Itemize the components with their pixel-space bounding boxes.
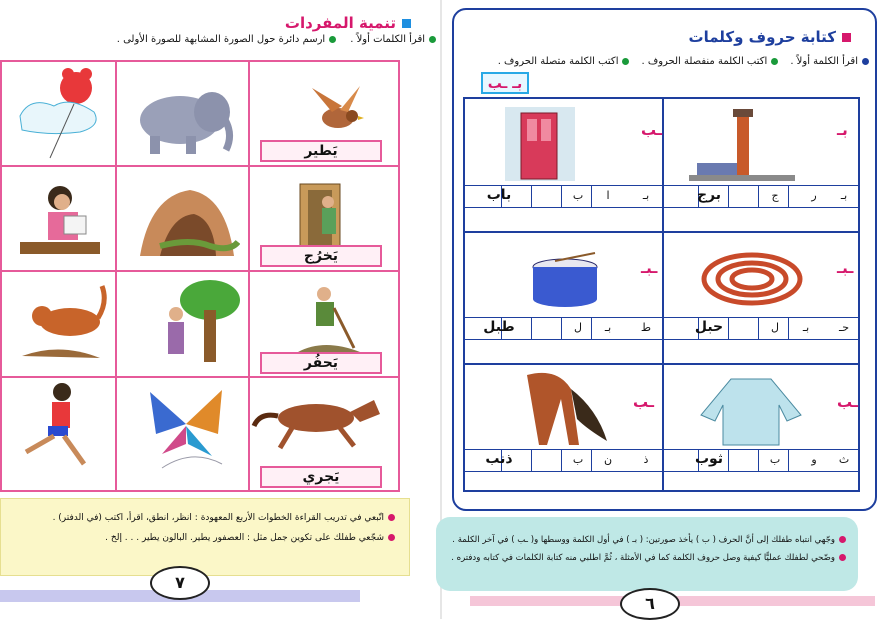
tower-picture [687, 107, 797, 183]
grid-line [758, 185, 759, 207]
man-exiting-door-picture [294, 180, 364, 255]
right-note-2-text: وضّحي لطفلك عمليًّا كيفية وصل حروف الكلمة كما في الأمثلة ، ثُمَّ اطلبي منه كتابة الكلمات في كتابه ودفتره . [451, 553, 835, 563]
letter-cell: ث [838, 453, 850, 466]
balloon-picture [10, 66, 110, 161]
page-number-left: ٧ [150, 566, 210, 600]
elephant-picture [130, 78, 240, 158]
man-digging-picture [294, 282, 364, 357]
left-page-title [211, 14, 411, 32]
word-yahfur: يَحفُر [260, 352, 382, 374]
word-thawb: ثوب [694, 451, 724, 467]
word-bab: باب [486, 187, 512, 203]
right-instructions [479, 56, 869, 67]
left-note-line-1 [53, 513, 395, 523]
letter-cell: بـ [642, 189, 650, 202]
grid-line [561, 317, 562, 339]
left-instruction-2 [117, 34, 336, 45]
word-dhanab: ذنب [485, 451, 513, 467]
grid-line [758, 317, 759, 339]
grid-line [465, 363, 858, 365]
letter-form-6: ـب [633, 393, 655, 411]
grid-line [465, 339, 858, 340]
right-instruction-1-text: اقرأ الكلمة أولاً . [790, 56, 858, 67]
pink-square-icon [842, 33, 851, 42]
right-instruction-2-text: اكتب الكلمة منفصلة الحروف . [641, 56, 768, 67]
left-instruction-1 [350, 34, 436, 45]
word-yatir: يَطير [260, 140, 382, 162]
grid-line [531, 449, 532, 471]
left-note-line-2 [105, 533, 395, 543]
letter-cell: ب [572, 453, 584, 466]
blue-square-icon [402, 19, 411, 28]
bullet-icon [388, 534, 395, 541]
grid-line [465, 471, 858, 472]
grid-line [662, 99, 664, 490]
letter-cell: ذ [643, 453, 649, 466]
bullet-icon [388, 514, 395, 521]
word-tabl: طبل [483, 319, 515, 335]
grid-line [465, 231, 858, 233]
rope-picture [697, 247, 807, 311]
letter-cell: ن [603, 453, 613, 466]
right-instruction-3 [498, 56, 630, 67]
right-note-1-text: وجّهي انتباه طفلك إلى أنَّ الحرف ( ب ) يأخذ صورتين: ( بـ ) في أول الكلمة ووسطها و( ـب ) في آخر الكلمة . [452, 535, 835, 545]
garment-picture [691, 375, 811, 449]
grid-line [465, 317, 858, 318]
letter-form-2: ـب [641, 121, 663, 139]
grid-line [531, 317, 532, 339]
bullet-icon [429, 36, 436, 43]
letter-cell: ب [572, 189, 584, 202]
letter-cell: بـ [802, 321, 810, 334]
grid-line [465, 185, 858, 186]
bullet-icon [839, 536, 846, 543]
letter-cell: ج [771, 189, 779, 202]
horse-running-picture [250, 386, 390, 456]
dog-digging-picture [20, 272, 110, 367]
word-burj: برج [696, 187, 722, 203]
right-note-line-2 [451, 553, 846, 563]
bullet-icon [771, 58, 778, 65]
right-instruction-3-text: اكتب الكلمة متصلة الحروف . [497, 56, 619, 67]
left-note-2-text: شجّعي طفلك على تكوين جمل مثل : العصفور يطير. البالون يطير . . . إلخ . [105, 533, 384, 543]
left-instruction-1-text: اقرأ الكلمات أولاً . [350, 34, 425, 45]
letter-form-1: بـ [837, 121, 848, 139]
letter-cell: بـ [604, 321, 612, 334]
grid-line [465, 449, 858, 450]
bullet-icon [862, 58, 869, 65]
bullet-icon [839, 554, 846, 561]
word-habl: حبل [694, 319, 724, 335]
letter-cell: ا [606, 189, 610, 202]
runner-picture [10, 380, 105, 470]
snake-cave-picture [130, 176, 240, 266]
letter-cell: و [811, 453, 817, 466]
right-page-title [601, 28, 851, 46]
horse-tail-picture [517, 369, 617, 449]
bullet-icon [329, 36, 336, 43]
woman-chopping-tree-picture [152, 274, 242, 366]
left-instructions [6, 34, 436, 45]
letter-cell: بـ [840, 189, 848, 202]
left-title-text: تنمية المفردات [284, 14, 396, 32]
right-parent-note [436, 517, 858, 591]
bullet-icon [622, 58, 629, 65]
right-instruction-2 [641, 56, 778, 67]
grid-line [2, 376, 398, 378]
letter-cell: ل [771, 321, 779, 334]
left-instruction-2-text: ارسم دائرة حول الصورة المشابهة للصورة الأولى . [116, 34, 326, 45]
letter-forms-tag: بـ ـب [481, 72, 529, 94]
right-note-line-1 [452, 535, 846, 545]
letter-form-4: ـبـ [641, 259, 658, 277]
letter-form-3: ـبـ [837, 259, 854, 277]
right-title-text: كتابة حروف وكلمات [688, 28, 836, 46]
door-picture [501, 105, 581, 183]
letter-cell: ر [811, 189, 817, 202]
grid-line [561, 185, 562, 207]
drum-picture [525, 251, 605, 313]
letter-cell: حـ [838, 321, 850, 334]
word-yakhruj: يَخرُج [260, 245, 382, 267]
word-yajri: يَجري [260, 466, 382, 488]
right-instruction-1 [790, 56, 869, 67]
letter-cell: ب [769, 453, 781, 466]
grid-line [115, 62, 117, 490]
letters-grid [463, 97, 860, 492]
grid-line [531, 185, 532, 207]
letter-form-5: ـب [837, 393, 859, 411]
left-parent-note [0, 498, 410, 576]
butterfly-picture [142, 384, 232, 474]
grid-line [561, 449, 562, 471]
left-note-1-text: اتّبعي في تدريب القراءة الخطوات الأربع المعهودة : انظر، انطق، اقرأ، اكتب (في الدفتر) . [52, 513, 384, 523]
bird-picture [302, 80, 372, 140]
grid-line [2, 165, 398, 167]
letter-cell: ط [640, 321, 652, 334]
grid-line [465, 207, 858, 208]
grid-line [758, 449, 759, 471]
vocabulary-grid [0, 60, 400, 492]
letter-cell: ل [574, 321, 582, 334]
girl-reading-picture [12, 180, 107, 265]
page-number-right: ٦ [620, 588, 680, 620]
